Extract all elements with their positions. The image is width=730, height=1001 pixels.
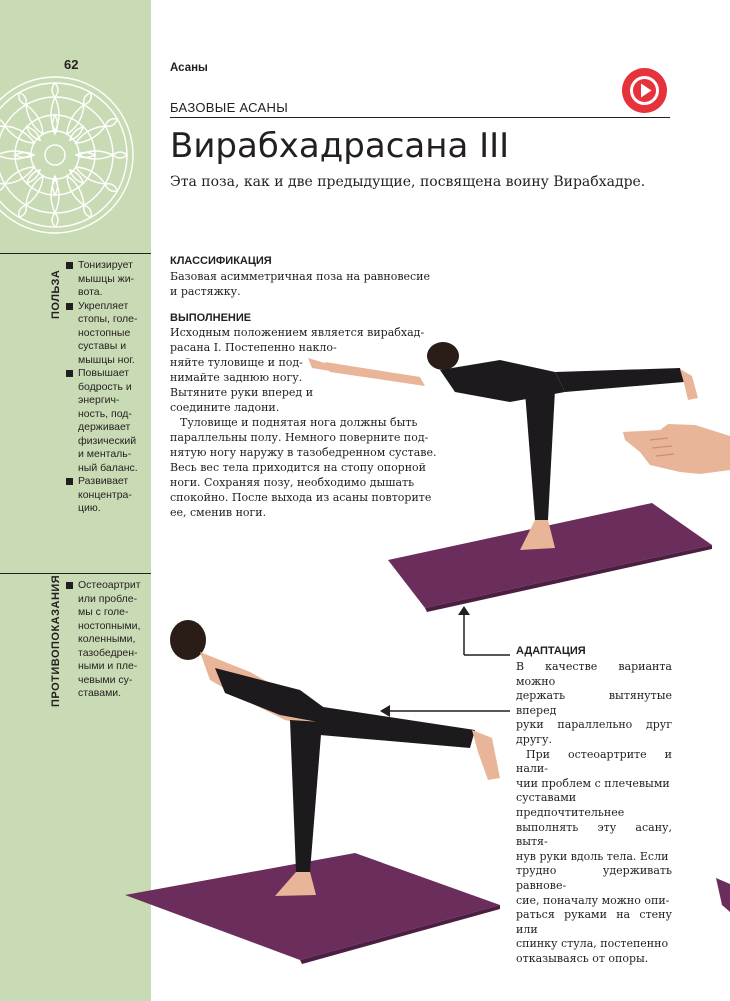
benefit-item: Тонизирует мышцы жи- вота. [66,259,146,300]
adaptation-heading: АДАПТАЦИЯ [516,645,586,657]
classification-heading: КЛАССИФИКАЦИЯ [170,255,272,267]
execution-paragraph-2: Туловище и поднятая нога должны быть параллельны полу. Немного поверните под- нятую ногу наружу в тазобедренном суставе. Весь вес тела приходится на стопу опорной ноги. Сохраняя позу, необходимо дышать спокойно. После выхода из асаны повторите ее, сменив ноги. [170,416,437,519]
classification-text: Базовая асимметричная поза на равновесие и растяжку. [170,270,431,298]
hands-demo [623,424,730,474]
pose-figure-variation [170,620,500,896]
category-kicker: БАЗОВЫЕ АСАНЫ [170,100,289,115]
benefit-item: Повышает бодрость и энергич- ность, под- держивает физический и менталь- ный баланс. [66,367,146,475]
yoga-mat-bottom [125,853,500,960]
page-number: 62 [64,57,79,72]
adaptation-text [516,660,672,966]
execution-paragraph-1: Исходным положением является вирабхад- расана I. Постепенно накло- няйте туловище и под- нимайте заднюю ногу. Вытяните руки вперед и соедините ладони. [170,326,425,414]
section-label: Асаны [170,62,208,74]
benefits-heading: ПОЛЬЗА [50,269,62,319]
page-title: Вирабхадрасана III [170,126,510,166]
page-subtitle: Эта поза, как и две предыдущие, посвящена воину Вирабхадре. [170,174,646,190]
contraindication-item: Остеоартрит или пробле- мы с голе- ностопными, коленными, тазобедрен- ными и пле- чевыми су- ставами. [66,579,146,701]
benefit-item: Развивает концентра- цию. [66,475,146,516]
yoga-mat-top [388,503,712,608]
benefit-item: Укрепляет стопы, голе- ностопные суставы и мышцы ног. [66,300,146,368]
contraindications-heading: ПРОТИВОПОКАЗАНИЯ [50,574,62,707]
execution-heading: ВЫПОЛНЕНИЕ [170,312,252,324]
adaptation-paragraph-2: При остеоартрите и нали- чии проблем с плечевыми суставами предпочтительнее выполнять эту асану, вытя- нув руки вдоль тела. Если трудно удерживать равнове- сие, поначалу можно опи- раться руками на стену или спинку стула, постепенно отказываясь от опоры. [516,747,672,965]
adaptation-paragraph-1: В качестве варианта можно держать вытянутые вперед руки параллельно друг другу. [516,660,672,746]
